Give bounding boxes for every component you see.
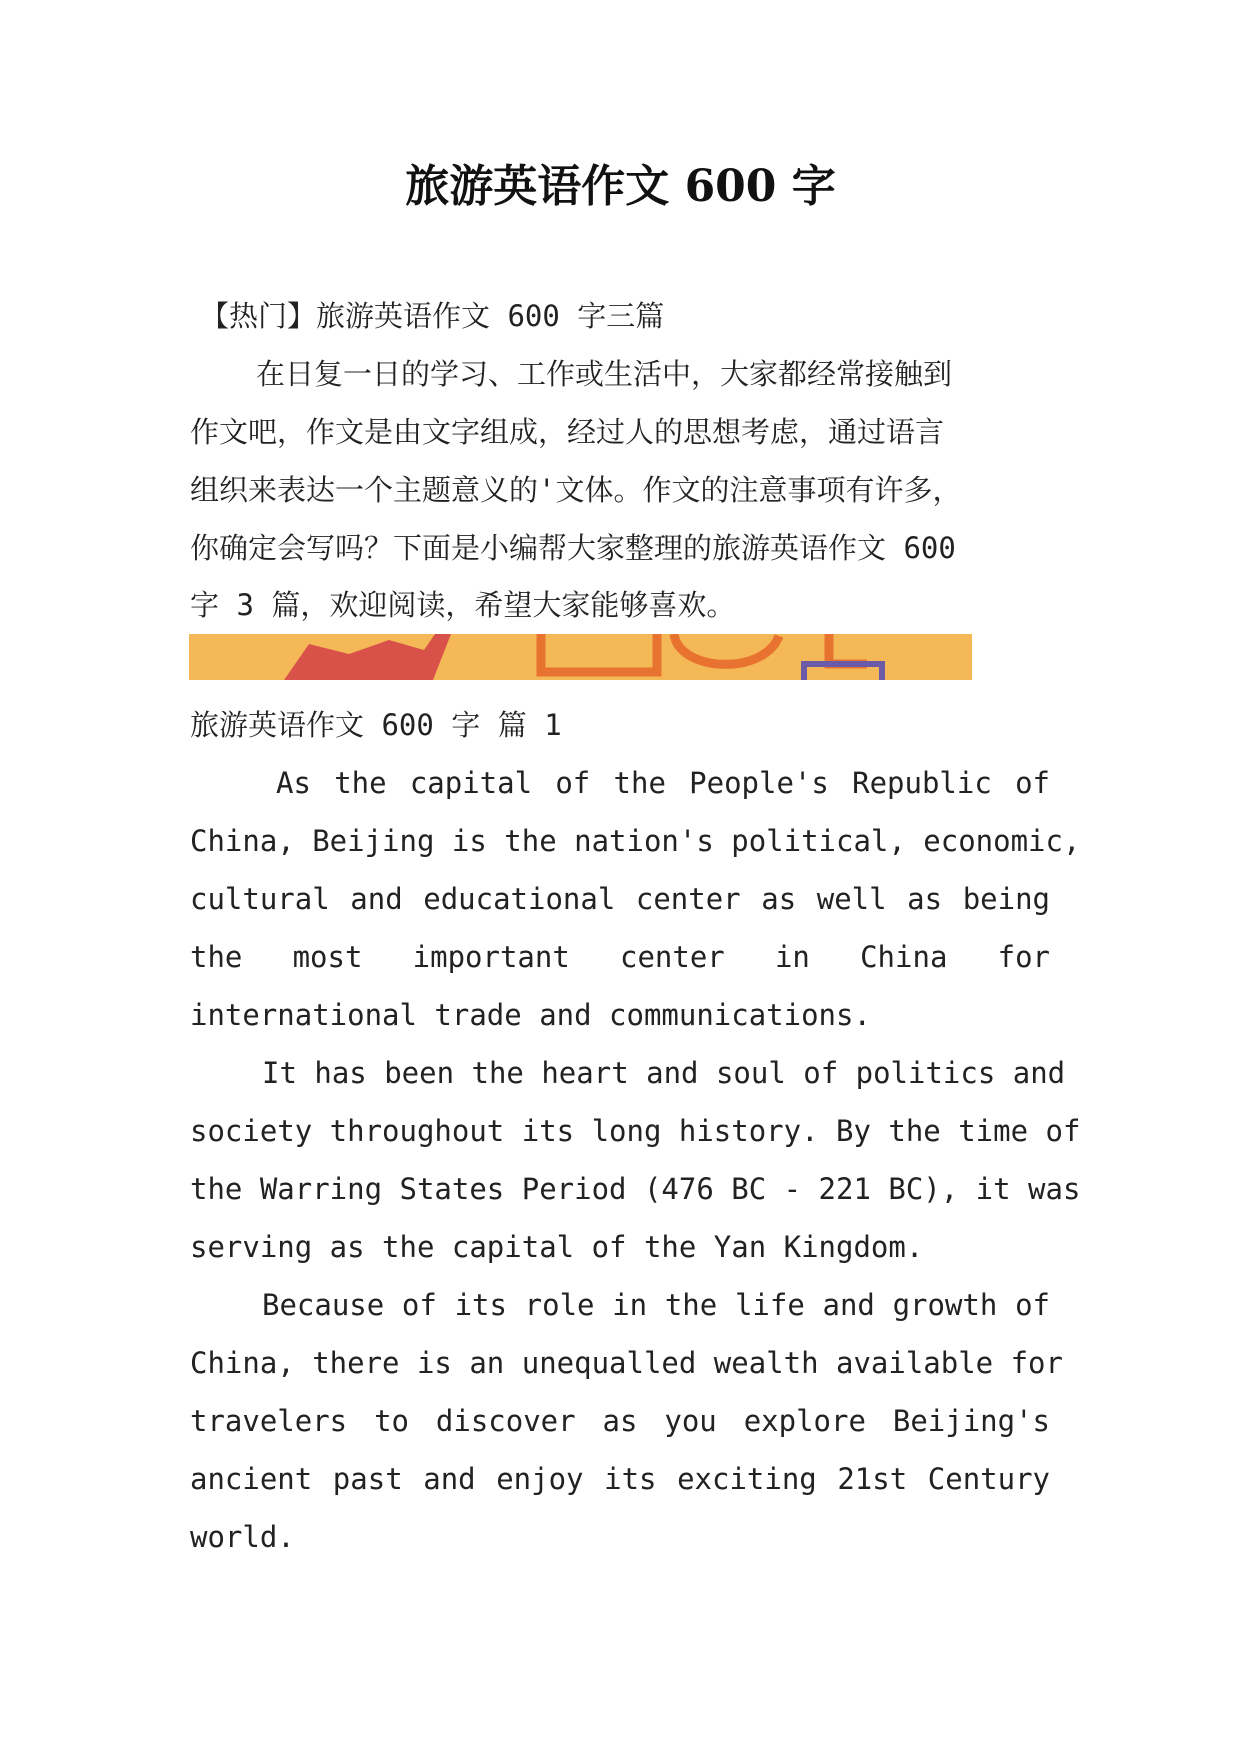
paragraph-line: international trade and communications. bbox=[190, 998, 871, 1032]
paragraph-line: travelers to discover as you explore Beijing's bbox=[190, 1404, 1050, 1438]
paragraph-line: As the capital of the People's Republic of bbox=[276, 766, 1050, 800]
intro-line: 在日复一日的学习、工作或生活中，大家都经常接触到 bbox=[256, 357, 953, 391]
paragraph-line: serving as the capital of the Yan Kingdom. bbox=[190, 1230, 924, 1264]
intro-line: 组织来表达一个主题意义的'文体。作文的注意事项有许多， bbox=[190, 473, 962, 507]
paragraph-line: cultural and educational center as well as being bbox=[190, 882, 1050, 916]
decorative-banner-image bbox=[189, 634, 972, 680]
paragraph-line: ancient past and enjoy its exciting 21st Century bbox=[190, 1462, 1050, 1496]
section-heading: 旅游英语作文 600 字 篇 1 bbox=[190, 708, 562, 742]
paragraph-line: society throughout its long history. By the time of bbox=[190, 1114, 1081, 1148]
paragraph-line: China, there is an unequalled wealth available for bbox=[190, 1346, 1063, 1380]
document-subtitle: 【热门】旅游英语作文 600 字三篇 bbox=[200, 299, 665, 333]
paragraph-line: It has been the heart and soul of politics and bbox=[262, 1056, 1066, 1090]
intro-line: 字 3 篇，欢迎阅读，希望大家能够喜欢。 bbox=[190, 588, 736, 622]
paragraph-line: world. bbox=[190, 1520, 295, 1554]
document-title: 旅游英语作文 600 字 bbox=[405, 161, 836, 212]
paragraph-line: Because of its role in the life and growth of bbox=[262, 1288, 1050, 1322]
intro-line: 作文吧，作文是由文字组成，经过人的思想考虑，通过语言 bbox=[190, 415, 945, 449]
paragraph-line: the most important center in China for bbox=[190, 940, 1050, 974]
paragraph-line: the Warring States Period (476 BC - 221 BC), it was bbox=[190, 1172, 1081, 1206]
intro-line: 你确定会写吗？下面是小编帮大家整理的旅游英语作文 600 bbox=[190, 531, 956, 565]
paragraph-line: China, Beijing is the nation's political, economic, bbox=[190, 824, 1081, 858]
